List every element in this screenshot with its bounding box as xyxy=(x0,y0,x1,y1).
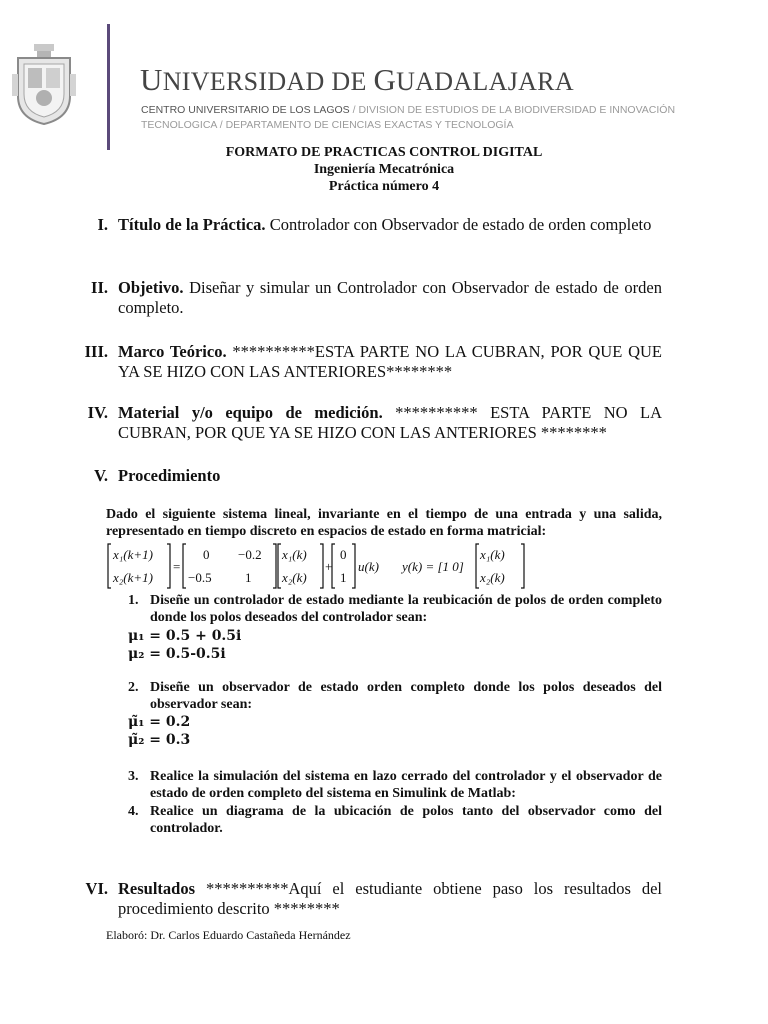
eq-a12: −0.2 xyxy=(238,547,262,562)
author-footer: Elaboró: Dr. Carlos Eduardo Castañeda Hernández xyxy=(106,928,351,942)
section-material: IV. Material y/o equipo de medición. ********** ESTA PARTE NO LA CUBRAN, POR QUE YA SE HIZO CON LAS ANTERIORES ******** xyxy=(87,403,662,442)
eq-plus: + xyxy=(325,559,333,574)
campus-line: CENTRO UNIVERSITARIO DE LOS LAGOS / DIVISION DE ESTUDIOS DE LA BIODIVERSIDAD E INNOVACIÓN xyxy=(141,104,676,116)
procedure-item-2: 2. Diseñe un observador de estado orden completo donde los polos deseados del observador sean: xyxy=(128,680,662,712)
eq-y-x1: x₁(k) xyxy=(480,547,505,562)
eq-a11: 0 xyxy=(203,547,210,562)
department-line: TECNOLOGICA / DEPARTAMENTO DE CIENCIAS EXACTAS Y TECNOLOGÍA xyxy=(141,119,514,131)
doc-program: Ingeniería Mecatrónica xyxy=(313,162,455,177)
university-seal-logo xyxy=(12,44,76,126)
observer-pole-1: μ̃₁ = 0.2 xyxy=(128,714,191,730)
doc-practice-number: Práctica número 4 xyxy=(328,179,440,194)
procedure-intro: Dado el siguiente sistema lineal, invariante en el tiempo de una entrada y una salida, representado en tiempo discreto en espacios de estado en forma matricial: xyxy=(106,507,662,539)
section-procedure: V. Procedimiento xyxy=(94,466,221,485)
state-space-equation xyxy=(106,542,536,595)
eq-lhs-2: x₂(k+1) xyxy=(113,570,153,585)
eq-x2: x₂(k) xyxy=(282,570,307,585)
eq-b1: 0 xyxy=(340,547,347,562)
observer-pole-2: μ̃₂ = 0.3 xyxy=(128,732,191,748)
section-title: I. Título de la Práctica. Controlador con Observador de estado de orden completo xyxy=(97,215,652,234)
university-name: UNIVERSIDAD DE GUADALAJARA xyxy=(140,62,574,97)
procedure-item-4: 4. Realice un diagrama de la ubicación de polos tanto del observador como del controlador. xyxy=(128,804,662,836)
section-objective: II. Objetivo. Diseñar y simular un Controlador con Observador de estado de orden completo. xyxy=(91,278,662,317)
eq-lhs-1: x₁(k+1) xyxy=(113,547,153,562)
section-results: VI. Resultados **********Aquí el estudiante obtiene paso los resultados del procedimiento descrito ******** xyxy=(85,879,662,918)
eq-y: y(k) = [1 0] xyxy=(402,559,464,574)
eq-y-x2: x₂(k) xyxy=(480,570,505,585)
eq-a21: −0.5 xyxy=(188,570,212,585)
header-divider xyxy=(107,24,110,150)
eq-x1: x₁(k) xyxy=(282,547,307,562)
procedure-item-1: 1. Diseñe un controlador de estado mediante la reubicación de polos de orden completo donde los polos deseados del controlador sean: xyxy=(128,593,662,625)
controller-pole-1: μ₁ = 0.5 + 0.5i xyxy=(128,628,242,644)
section-theory: III. Marco Teórico. **********ESTA PARTE NO LA CUBRAN, POR QUE QUE YA SE HIZO CON LAS ANTERIORES******** xyxy=(84,342,663,381)
procedure-item-3: 3. Realice la simulación del sistema en lazo cerrado del controlador y el observador de estado de orden completo del sistema en Simulink de Matlab: xyxy=(128,769,662,801)
controller-pole-2: μ₂ = 0.5-0.5i xyxy=(128,646,226,662)
eq-u: u(k) xyxy=(358,559,379,574)
eq-equals: = xyxy=(173,559,181,574)
doc-title: FORMATO DE PRACTICAS CONTROL DIGITAL xyxy=(225,145,543,160)
eq-b2: 1 xyxy=(340,570,347,585)
eq-a22: 1 xyxy=(245,570,252,585)
